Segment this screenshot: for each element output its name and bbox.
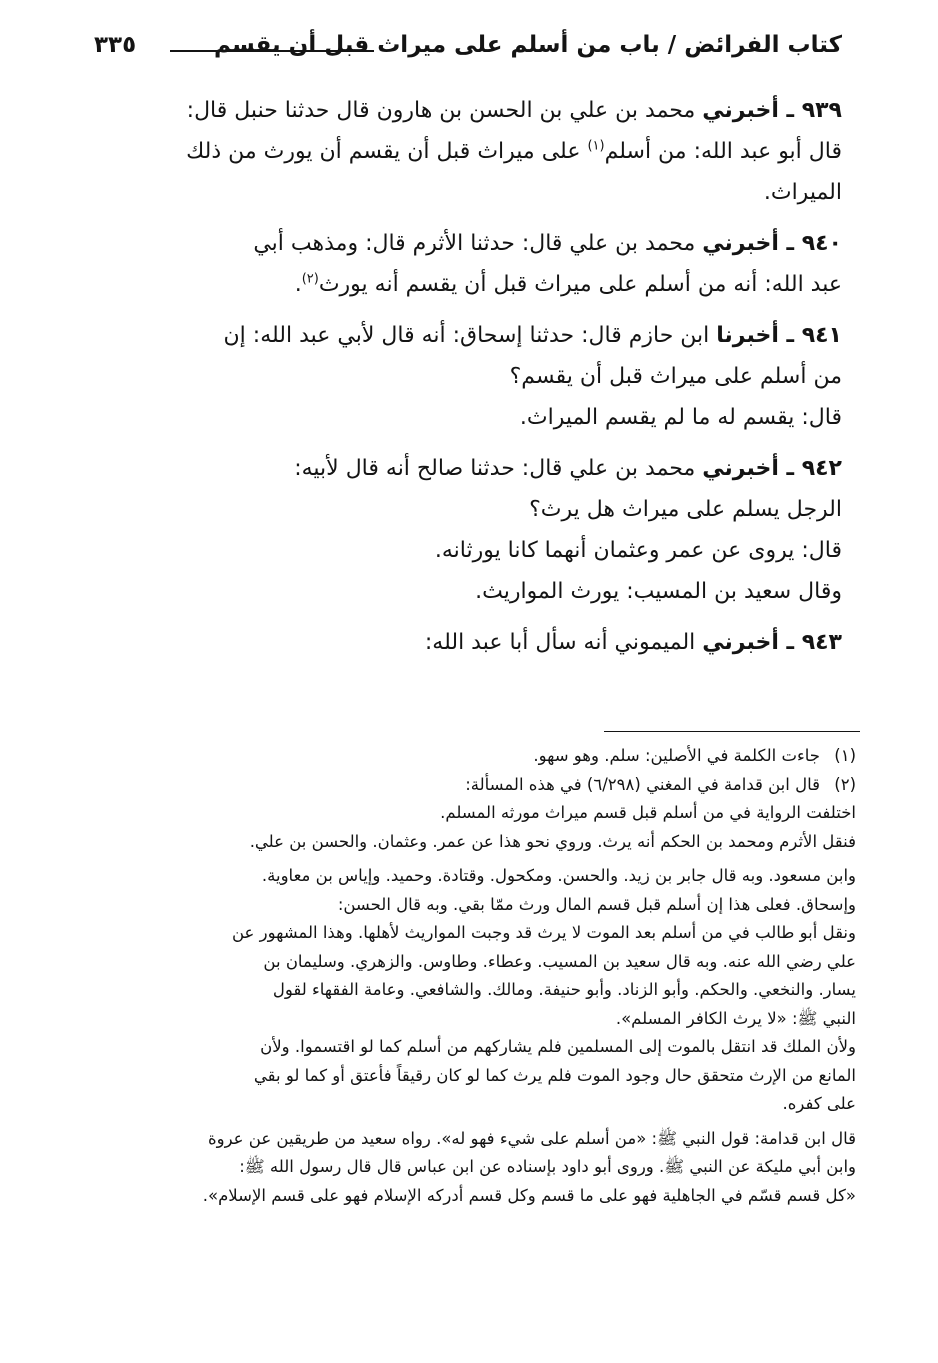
page-number: ٣٣٥ bbox=[94, 32, 137, 58]
footnote-line: اختلفت الرواية في من أسلم قبل قسم ميراث مورثه المسلم. bbox=[440, 803, 856, 822]
entry-text: محمد بن علي قال: حدثنا صالح أنه قال لأبيه: bbox=[294, 456, 696, 481]
footnote-2 bbox=[90, 771, 856, 800]
entry-line bbox=[90, 131, 842, 172]
entry-ref: ٩٣٩ ـ أخبرني bbox=[702, 98, 842, 123]
page-header bbox=[94, 30, 842, 72]
entry-line bbox=[90, 90, 842, 131]
footnote-mark: (١) bbox=[587, 138, 605, 154]
entry-text: ابن حازم قال: حدثنا إسحاق: أنه قال لأبي عبد الله: إن bbox=[223, 323, 710, 348]
footnote-line: المانع من الإرث متحقق حال وجود الموت فلم يرث كما لو كان رقيقاً فأعتق أو كما لو بقي bbox=[253, 1065, 856, 1085]
entry-text: الميموني أنه سأل أبا عبد الله: bbox=[424, 630, 696, 655]
footnote-rule bbox=[604, 731, 860, 732]
entry-text: الرجل يسلم على ميراث هل يرث؟ bbox=[529, 497, 842, 522]
entry-text: على ميراث قبل أن يقسم أن يورث من ذلك bbox=[186, 139, 581, 164]
entry-line bbox=[90, 489, 842, 530]
entry-text: محمد بن علي بن الحسن بن هارون قال حدثنا حنبل قال: bbox=[186, 98, 696, 123]
main-text bbox=[90, 90, 842, 673]
header-rule bbox=[170, 50, 374, 52]
entry-line bbox=[90, 223, 842, 264]
footnote-line: «كل قسم قسّم في الجاهلية فهو على ما قسم وكل قسم أدركه الإسلام فهو على قسم الإسلام». bbox=[202, 1185, 856, 1205]
footnote-text: قال ابن قدامة في المغني (٦/٢٩٨) في هذه المسألة: bbox=[465, 774, 820, 794]
entry-text: عبد الله: أنه من أسلم على ميراث قبل أن يقسم أنه يورث bbox=[318, 272, 842, 297]
footnote-line: يسار. والنخعي. والحكم. وأبو الزناد. وأبو حنيفة. ومالك. والشافعي. وعامة الفقهاء لقول bbox=[272, 980, 856, 999]
entry-line bbox=[90, 172, 842, 213]
footnote-line: قال ابن قدامة: قول النبي ﷺ: «من أسلم على شيء فهو له». رواه سعيد من طريقين عن عروة bbox=[207, 1128, 856, 1148]
entry-line bbox=[90, 356, 842, 397]
entry-text: وقال سعيد بن المسيب: يورث المواريث. bbox=[475, 579, 842, 604]
entry-text: قال أبو عبد الله: من أسلم bbox=[604, 139, 842, 164]
entry-line bbox=[90, 315, 842, 356]
entry-ref: ٩٤٣ ـ أخبرني bbox=[702, 630, 842, 655]
entry-942 bbox=[90, 448, 842, 612]
footnote-line: ونقل أبو طالب في من أسلم بعد الموت لا يرث قد وجبت المواريث لأهلها. وهذا المشهور عن bbox=[231, 923, 856, 942]
entry-940 bbox=[90, 223, 842, 305]
entry-line bbox=[90, 571, 842, 612]
entry-ref: ٩٤٠ ـ أخبرني bbox=[702, 231, 842, 256]
footnote-number: (١) bbox=[834, 746, 856, 765]
entry-line bbox=[90, 530, 842, 571]
entry-941 bbox=[90, 315, 842, 438]
entry-text: الميراث. bbox=[763, 180, 842, 205]
entry-ref: ٩٤٢ ـ أخبرني bbox=[702, 456, 842, 481]
entry-939 bbox=[90, 90, 842, 213]
footnote-line: وابن أبي مليكة عن النبي ﷺ. وروى أبو داود بإسناده عن ابن عباس قال قال رسول الله ﷺ: bbox=[239, 1157, 856, 1176]
entry-943 bbox=[90, 622, 842, 663]
entry-line bbox=[90, 264, 842, 305]
footnote-line: وإسحاق. فعلى هذا إن أسلم قبل قسم المال ورث ممّا بقي. وبه قال الحسن: bbox=[337, 894, 856, 914]
footnote-line: وابن مسعود. وبه قال جابر بن زيد. والحسن. ومكحول. وقتادة. وحميد. وإياس بن معاوية. bbox=[261, 866, 856, 885]
footnote-line: فنقل الأثرم ومحمد بن الحكم أنه يرث. وروي نحو هذا عن عمر. وعثمان. والحسن بن علي. bbox=[249, 831, 856, 851]
footnote-number: (٢) bbox=[834, 774, 856, 794]
entry-text: محمد بن علي قال: حدثنا الأثرم قال: ومذهب أبي bbox=[253, 231, 696, 256]
footnote-line: علي رضي الله عنه. وبه قال سعيد بن المسيب. وعطاء. وطاوس. والزهري. وسليمان بن bbox=[263, 951, 856, 971]
footnote-mark: (٢) bbox=[301, 271, 319, 287]
entry-ref: ٩٤١ ـ أخبرنا bbox=[716, 323, 842, 348]
entry-text: من أسلم على ميراث قبل أن يقسم؟ bbox=[509, 364, 842, 389]
entry-line bbox=[90, 448, 842, 489]
footnote-line: على كفره. bbox=[782, 1094, 856, 1113]
entry-text: . bbox=[294, 272, 302, 297]
footnote-line: النبي ﷺ: «لا يرث الكافر المسلم». bbox=[615, 1008, 856, 1028]
entry-text: قال: يروى عن عمر وعثمان أنهما كانا يورثانه. bbox=[434, 538, 842, 563]
entry-line bbox=[90, 397, 842, 438]
entry-line bbox=[90, 622, 842, 663]
running-title: كتاب الفرائض / باب من أسلم على ميراث قبل أن يقسم bbox=[214, 32, 842, 58]
footnote-1 bbox=[90, 742, 856, 771]
footnote-line: ولأن الملك قد انتقل بالموت إلى المسلمين فلم يشاركهم من أسلم كما لو اقتسموا. ولأن bbox=[260, 1037, 856, 1056]
entry-text: قال: يقسم له ما لم يقسم الميراث. bbox=[519, 405, 842, 430]
footnote-text: جاءت الكلمة في الأصلين: سلم. وهو سهو. bbox=[533, 746, 820, 765]
footnotes bbox=[90, 742, 856, 1210]
